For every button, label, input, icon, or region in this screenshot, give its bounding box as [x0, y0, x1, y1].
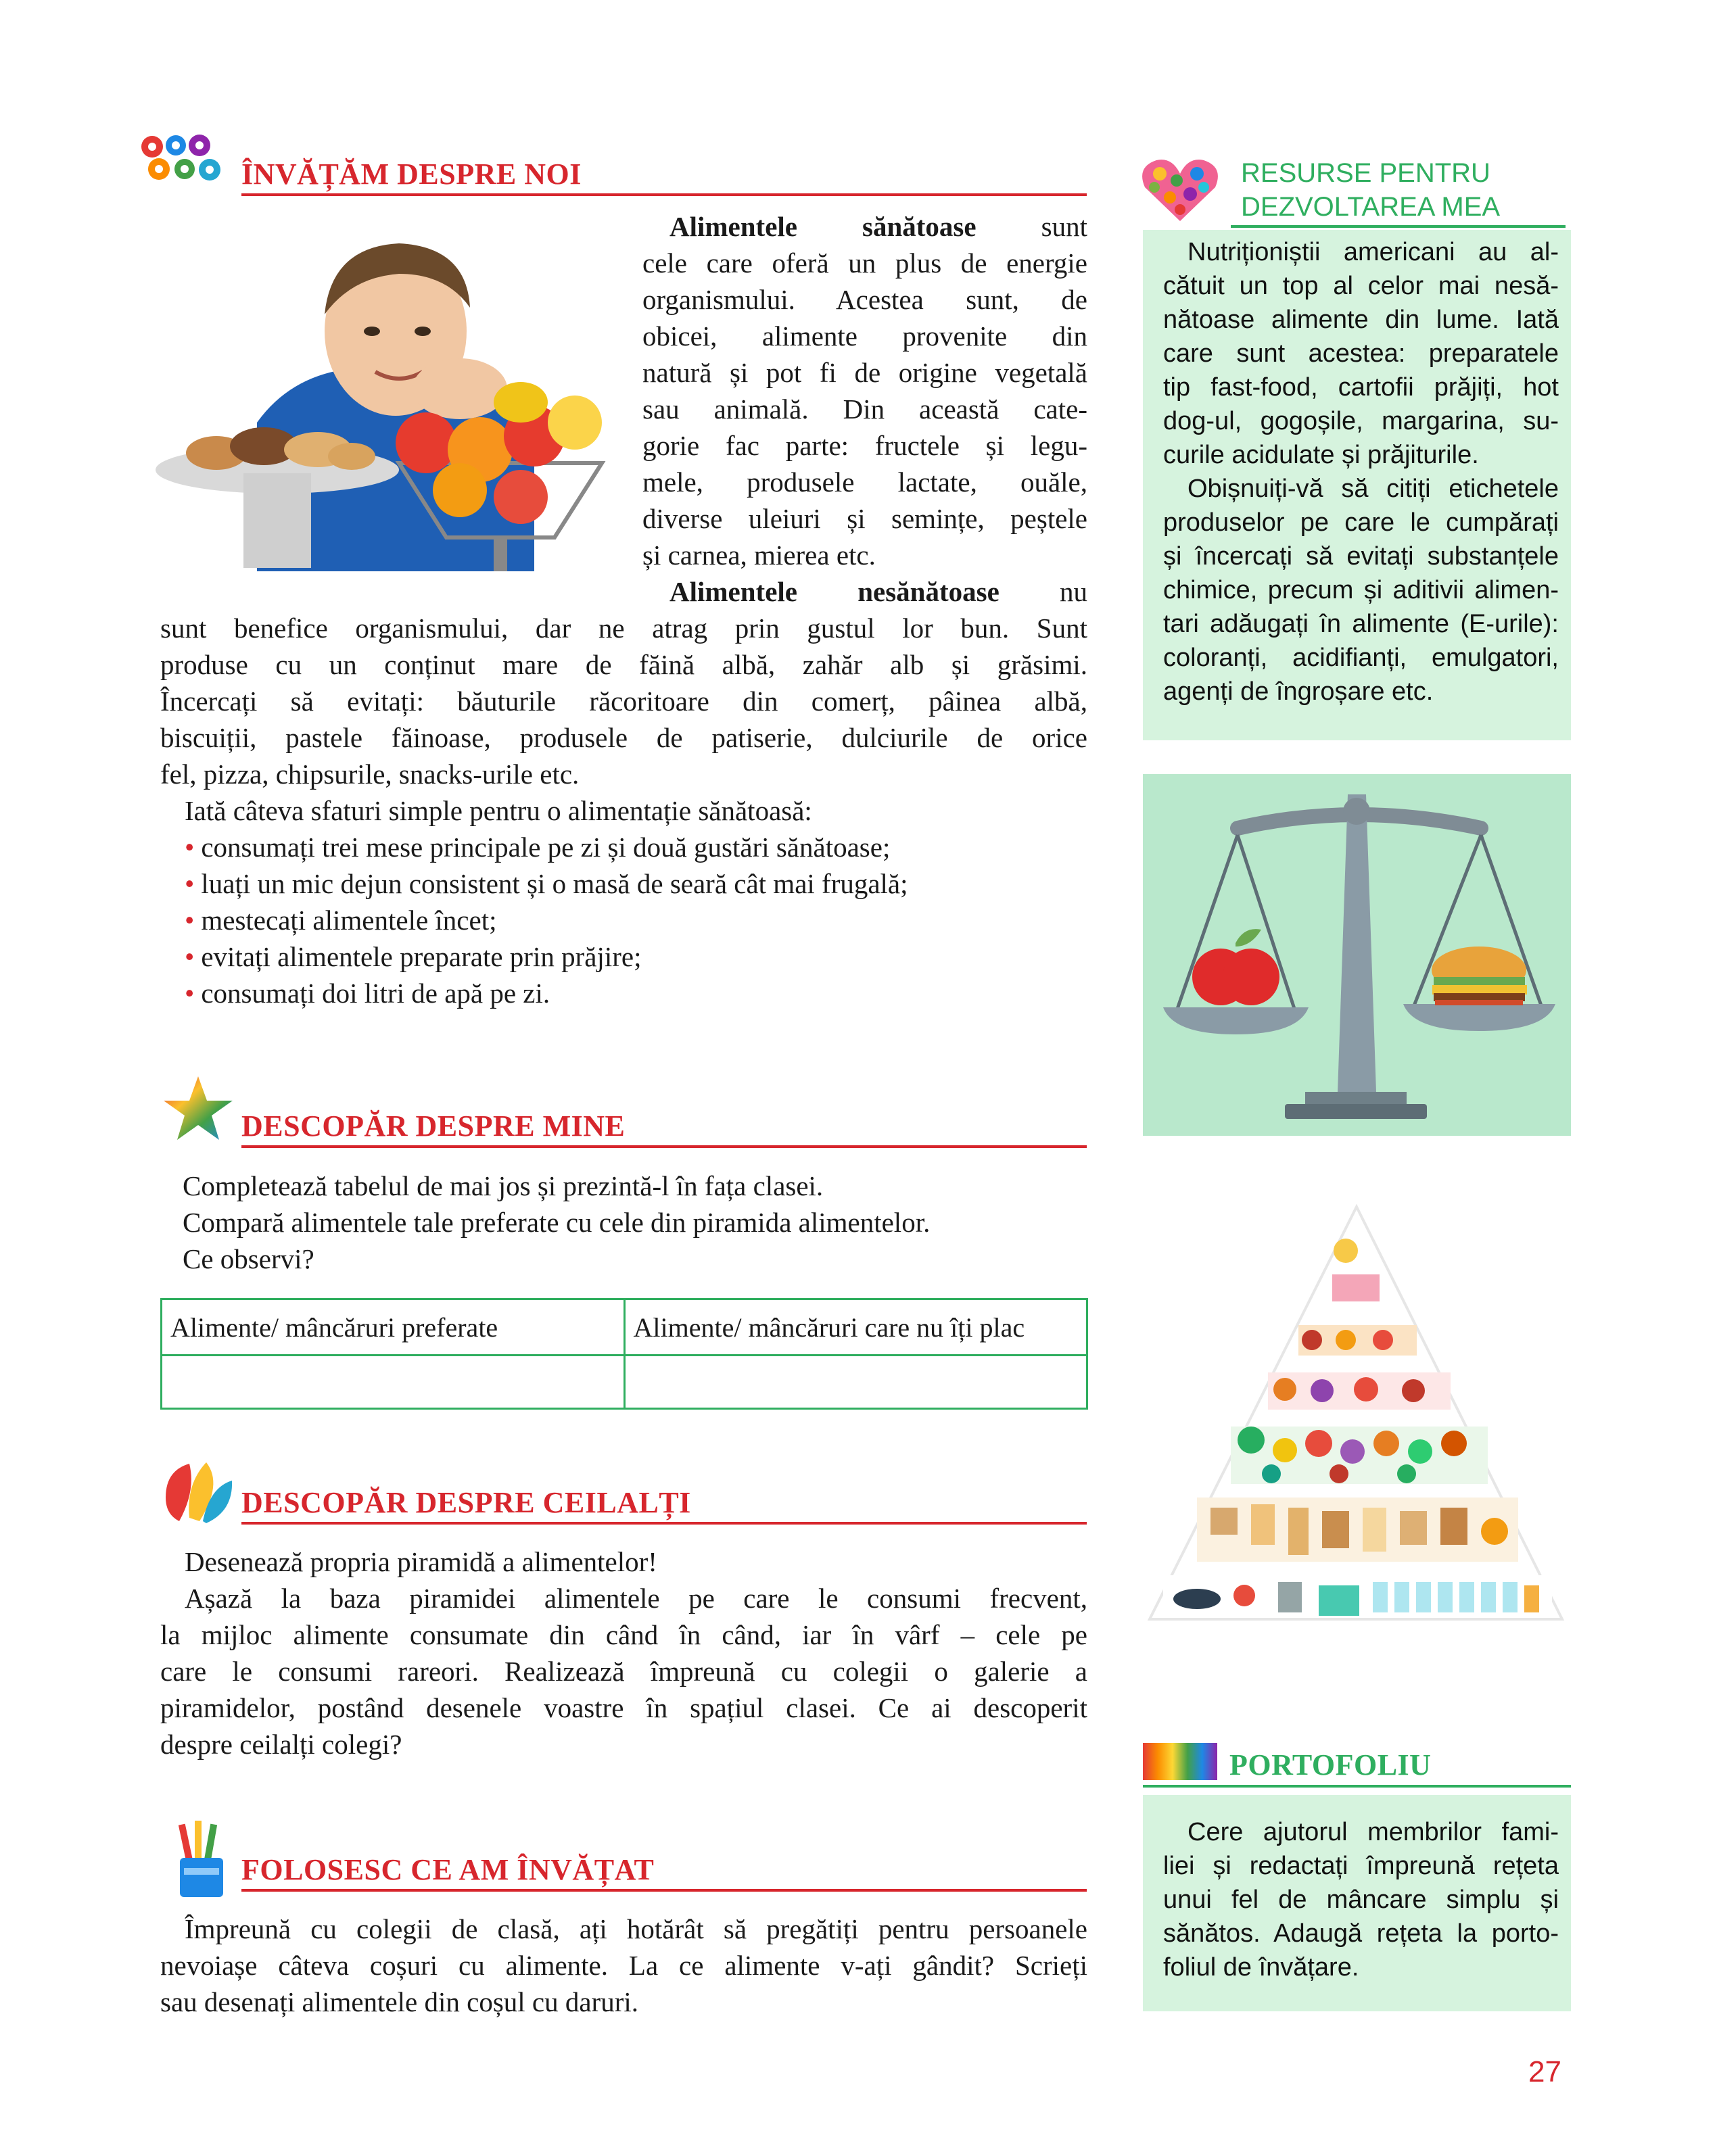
tip-text: luați un mic dejun consistent și o masă de seară cât mai frugală;: [201, 868, 908, 899]
paragraph-line: obicei, alimente provenite din: [642, 320, 1087, 352]
table-input-cell[interactable]: [624, 1356, 1087, 1409]
rainbow-icon: [1143, 1743, 1217, 1780]
paragraph-line: la mijloc alimente consumate din când în când, iar în vârf – cele pe: [160, 1619, 1087, 1650]
paragraph-line: Așază la baza piramidei alimentele pe care le consumi frecvent,: [185, 1583, 1087, 1614]
paragraph-line-end: nu: [1060, 576, 1087, 607]
tip-item: [160, 975, 1087, 1011]
paragraph-line: diverse uleiuri și semințe, peștele: [642, 503, 1087, 534]
paragraph-line: Compară alimentele tale preferate cu cele din piramida alimentelor.: [183, 1207, 931, 1238]
table-row: [162, 1356, 1087, 1409]
title-underline: [241, 1889, 1087, 1892]
tip-text: consumați doi litri de apă pe zi.: [201, 978, 550, 1009]
paragraph-line: curile acidulate și prăjiturile.: [1163, 441, 1479, 469]
paragraph-line: nătoase alimente din lume. Iată: [1163, 306, 1559, 334]
resources-title-line-2: DEZVOLTAREA MEA: [1241, 192, 1501, 222]
tip-text: mestecați alimentele încet;: [201, 905, 497, 936]
paragraph-line: gorie fac parte: fructele și legu-: [642, 430, 1087, 461]
paragraph-line: Împreună cu colegii de clasă, ați hotărât să pregătiți pentru persoanele: [185, 1913, 1087, 1944]
healthy-food-term: Alimentele sănătoase: [669, 211, 977, 242]
title-underline: [241, 1522, 1087, 1525]
star-icon: [161, 1075, 235, 1143]
paragraph-line: [642, 208, 1087, 245]
paragraph-line: tari adăugați în alimente (E-urile):: [1163, 610, 1559, 638]
heart-icon: [1139, 157, 1221, 224]
title-underline: [241, 1145, 1087, 1148]
tip-text: consumați trei mese principale pe zi și două gustări sănătoase;: [201, 832, 891, 863]
resources-text: [1163, 235, 1559, 709]
unhealthy-food-term: Alimentele nesănătoase: [669, 576, 999, 607]
bullet-icon: •: [185, 868, 195, 899]
gears-icon: [139, 132, 233, 186]
tip-item: [160, 829, 1087, 865]
scale-apple-burger-illustration: [1143, 774, 1571, 1136]
tip-item: [160, 865, 1087, 902]
portfolio-title: PORTOFOLIU: [1229, 1748, 1432, 1781]
leaves-icon: [159, 1457, 233, 1525]
paragraph-line: care le consumi rareori. Realizează împreună cu colegii o galerie a: [160, 1656, 1087, 1687]
paragraph-line: și carnea, mierea etc.: [642, 540, 876, 571]
paragraph-line: produselor pe care le cumpărați: [1163, 508, 1559, 537]
paragraph-line: agenți de îngroșare etc.: [1163, 677, 1434, 706]
paragraph-line: Cere ajutorul membrilor fami-: [1187, 1818, 1559, 1846]
resources-title-line-1: RESURSE PENTRU: [1241, 158, 1490, 188]
boy-with-food-image: [156, 220, 615, 571]
paragraph-line: Încercați să evitați: băuturile răcoritoare din comerț, pâinea albă,: [160, 686, 1087, 717]
portfolio-text: [1163, 1815, 1559, 1984]
section-title-apply: FOLOSESC CE AM ÎNVĂȚAT: [241, 1853, 655, 1886]
paragraph-line: dog-ul, gogoșile, margarina, su-: [1163, 407, 1559, 435]
paragraph-line: care sunt acestea: preparatele: [1163, 339, 1559, 368]
paragraph-line: cele care oferă un plus de energie: [642, 247, 1087, 279]
paragraph-line: Desenează propria piramidă a alimentelor!: [185, 1546, 657, 1577]
paragraph-line: Nutriționiștii americani au al-: [1187, 238, 1559, 266]
paragraph-line: organismului. Acestea sunt, de: [642, 284, 1087, 315]
bullet-icon: •: [185, 832, 195, 863]
paragraph-line: Ce observi?: [183, 1243, 314, 1274]
bullet-icon: •: [185, 905, 195, 936]
tip-text: evitați alimentele preparate prin prăjire;: [201, 941, 642, 972]
resources-panel: [1143, 230, 1571, 740]
paragraph-line: Completează tabelul de mai jos și prezintă-l în fața clasei.: [183, 1170, 824, 1201]
table-input-cell[interactable]: [162, 1356, 625, 1409]
bullet-icon: •: [185, 978, 195, 1009]
paragraph-line: chimice, precum și aditivii alimen-: [1163, 576, 1559, 604]
paragraph-line: biscuiții, pastele făinoase, produsele de patiserie, dulciurile de orice: [160, 722, 1087, 753]
paragraph-line: piramidelor, postând desenele voastre în spațiul clasei. Ce ai descoperit: [160, 1692, 1087, 1723]
portfolio-panel: [1143, 1795, 1571, 2011]
healthy-food-paragraph: [642, 208, 1087, 610]
paragraph-line-end: sunt: [1041, 211, 1087, 242]
paragraph-line: unui fel de mâncare simplu și: [1163, 1886, 1559, 1914]
apply-text: [160, 1911, 1087, 2020]
table-header-cell: Alimente/ mâncăruri preferate: [162, 1299, 625, 1356]
unhealthy-food-paragraph: [160, 610, 1087, 1011]
food-preferences-table: [160, 1298, 1088, 1410]
section-title-discover-others: DESCOPĂR DESPRE CEILALȚI: [241, 1486, 691, 1519]
paragraph-line: nevoiașe câteva coșuri cu alimente. La ce alimente v-ați gândit? Scrieți: [160, 1950, 1087, 1981]
paragraph-line: sau animală. Din această cate-: [642, 393, 1087, 425]
resources-underline: [1231, 225, 1566, 228]
title-underline: [241, 193, 1087, 196]
paragraph-line: cătuit un top al celor mai nesă-: [1163, 272, 1559, 300]
paragraph-line: mele, produsele lactate, ouăle,: [642, 466, 1087, 498]
section-title-discover-me: DESCOPĂR DESPRE MINE: [241, 1109, 626, 1143]
tip-item: [160, 902, 1087, 938]
discover-me-text: [183, 1168, 1089, 1277]
paragraph-line: produse cu un conținut mare de făină albă, zahăr alb și grăsimi.: [160, 649, 1087, 680]
section-title-learn: ÎNVĂȚĂM DESPRE NOI: [241, 158, 582, 191]
bullet-icon: •: [185, 941, 195, 972]
table-header-row: [162, 1299, 1087, 1356]
page-number: 27: [1528, 2055, 1561, 2088]
food-pyramid-illustration: [1143, 1200, 1571, 1626]
tips-intro: Iată câteva sfaturi simple pentru o alimentație sănătoasă:: [185, 795, 812, 826]
paragraph-line: și încercați să evitați substanțele: [1163, 542, 1559, 571]
paragraph-line: natură și pot fi de origine vegetală: [642, 357, 1087, 388]
paragraph-line: despre ceilalți colegi?: [160, 1729, 402, 1760]
portfolio-underline: [1143, 1785, 1571, 1788]
paragraph-line: sau desenați alimentele din coșul cu daruri.: [160, 1986, 639, 2017]
paragraph-line: sunt benefice organismului, dar ne atrag prin gustul lor bun. Sunt: [160, 613, 1087, 644]
paragraph-line: foliul de învățare.: [1163, 1953, 1359, 1982]
table-header-cell: Alimente/ mâncăruri care nu îți plac: [624, 1299, 1087, 1356]
tip-item: [160, 938, 1087, 975]
paragraph-line: tip fast-food, cartofii prăjiți, hot: [1163, 373, 1559, 402]
paragraph-line: Obișnuiți-vă să citiți etichetele: [1187, 475, 1559, 503]
discover-others-text: [160, 1543, 1087, 1763]
paragraph-line: liei și redactați împreună rețeta: [1163, 1852, 1559, 1880]
paragraph-line: sănătos. Adaugă rețeta la porto-: [1163, 1919, 1559, 1948]
paragraph-line: coloranți, acidifianți, emulgatori,: [1163, 644, 1559, 672]
pencil-cup-icon: [174, 1821, 229, 1898]
paragraph-line: fel, pizza, chipsurile, snacks-urile etc.: [160, 759, 580, 790]
paragraph-line: [642, 573, 1087, 610]
